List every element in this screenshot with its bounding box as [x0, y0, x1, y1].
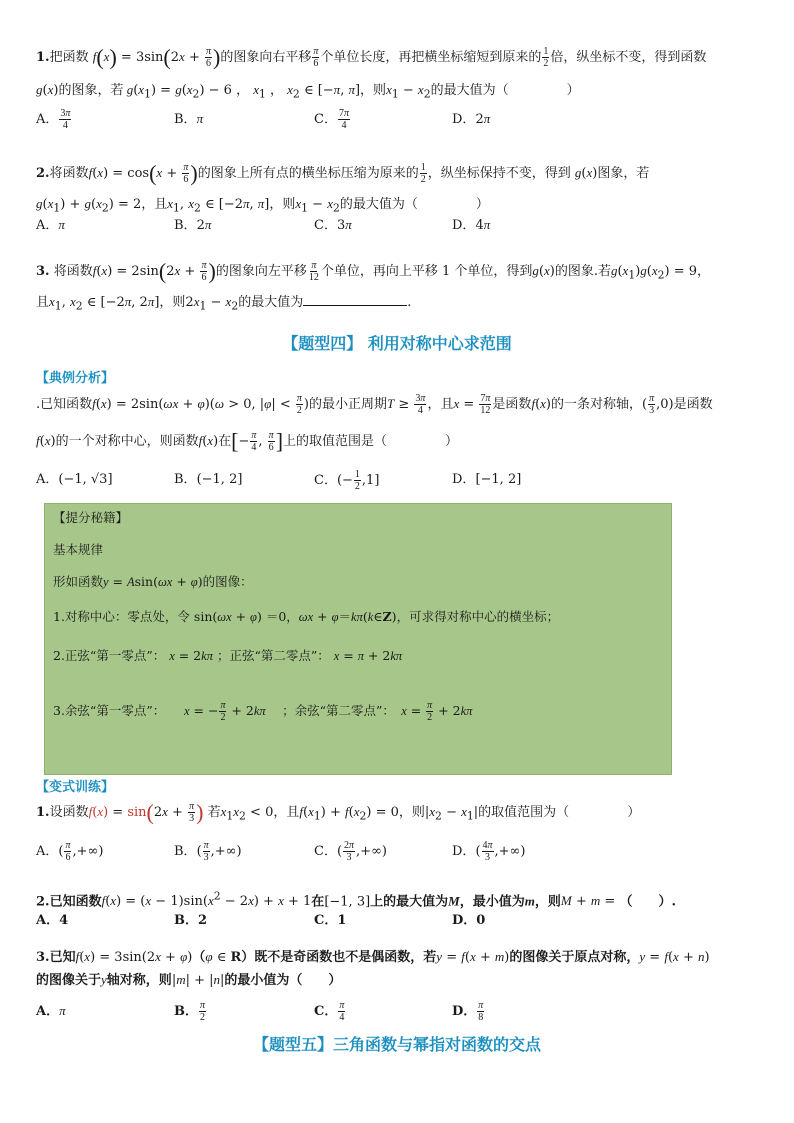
q1-option-label: A． [36, 112, 59, 127]
q2-line2: $g(x_1) + g(x_2) = 2$，且$x_1$, $x_2$ ∈ [−2π, π]，则$x_1 - x_2$的最大值为（ ） [36, 196, 489, 215]
example-text: ，且 [427, 397, 454, 412]
q1-text: ，则 [360, 83, 387, 98]
section-heading-5: 【题型五】三角函数与幂指对函数的交点 [252, 1035, 541, 1054]
q1-text: 的最大值为（ [430, 83, 509, 98]
example-label: 【典例分析】 [36, 371, 115, 386]
practice1-text: 若 [203, 805, 221, 820]
practice2-text: 已知函数 [49, 894, 102, 910]
practice1-text: 的取值范围为（ [478, 805, 570, 820]
q1-option-label: D． [452, 112, 476, 127]
practice2-line1: 2.已知函数$f(x) = (x - 1)\sin(x^2 - 2x) + x + 1$在[−1, 3]上的最大值为M，最小值为m，则M + m = （ ）. [36, 890, 676, 910]
practice3-option-label: D． [452, 1004, 477, 1019]
practice2-text: 在 [311, 894, 325, 910]
q2-option-b[interactable]: B．2π [174, 217, 212, 233]
tips-text: 形如函数 [53, 574, 104, 589]
tips-box [44, 503, 672, 775]
q1-text: 把函数 [49, 50, 93, 65]
q2-option-d[interactable]: D．4π [452, 217, 491, 233]
practice2-option-b[interactable] [174, 910, 207, 932]
tips-text: ；余弦“第二零点”： [282, 703, 389, 718]
q1-text: 的图象向右平移 [220, 50, 312, 65]
q2-option-label: A． [36, 218, 59, 233]
practice1-option-label: B． [174, 844, 197, 859]
example-option-d[interactable]: D．[−1, 2] [452, 472, 522, 487]
q2-option-c[interactable]: C．3π [314, 217, 352, 233]
example-option-label: A． [36, 472, 59, 487]
q1-line1: 1.把函数 f(x) = 3sin(2x + $\frac{\pi}{6}$ )的图象向右平移 $\frac{\pi}{6}$ 个单位长度，再把横坐标缩短到原来的 $\frac{1}{2}$ 倍，纵坐标不变，得到函数 [36, 44, 707, 70]
example-text: 是函数 [492, 397, 532, 412]
practice3-text: 的最小值为（ ） [224, 973, 342, 988]
q2-option-label: D． [452, 218, 476, 233]
q3-number: 3. [36, 264, 50, 279]
tips-line-center: 1.对称中心：零点处，令 sin(ωx + φ) ＝0，ωx + φ＝kπ(k∈Z)，可求得对称中心的横坐标； [53, 609, 560, 624]
practice2-option-value: 0 [476, 913, 486, 928]
q1-text: ） [566, 83, 580, 98]
q2-text: ，则 [269, 197, 296, 212]
practice2-option-a[interactable] [36, 910, 68, 932]
practice1-option-b[interactable]: B．( $\frac{\pi}{3}$ ,+∞) [174, 840, 242, 863]
practice3-options [36, 1000, 756, 1022]
q1-option-label: C． [314, 112, 337, 127]
q1-option-d[interactable]: D．2π [452, 111, 491, 127]
q1-text: 个单位长度，再把横坐标缩短到原来的 [320, 50, 542, 65]
practice2-text: ，最小值为 [459, 894, 525, 910]
answer-blank[interactable] [303, 293, 407, 306]
practice-label: 【变式训练】 [36, 780, 115, 795]
q2-text: ） [475, 197, 489, 212]
q2-option-label: B． [174, 218, 197, 233]
tips-text: ，可求得对称中心的横坐标； [396, 609, 560, 624]
practice2-option-label: D． [452, 913, 477, 928]
q2-text: 图象，若 [597, 166, 650, 181]
practice1-text: ，则 [398, 805, 425, 820]
practice3-text: 的图像关于 [36, 973, 102, 988]
q2-text: 的最大值为（ [339, 197, 418, 212]
tips-text: 2.正弦“第一零点”： [53, 648, 166, 663]
example-text: 在 [218, 434, 232, 449]
q1-option-a[interactable]: A． $\frac{3\pi}{4}$ [36, 108, 71, 131]
practice2-option-c[interactable] [314, 910, 346, 932]
practice2-option-label: A． [36, 913, 60, 928]
q3-text: ，则 [159, 295, 186, 310]
example-option-b[interactable]: B．(−1, 2] [174, 472, 243, 487]
q2-number: 2. [36, 166, 50, 181]
practice1-options [36, 840, 756, 862]
practice3-text: 已知 [49, 950, 76, 965]
example-text: ） [445, 434, 459, 449]
q1-number: 1. [36, 50, 50, 65]
q2-text: 将函数 [49, 166, 89, 181]
example-options [36, 469, 756, 491]
q1-text: 的图象，若 [58, 83, 124, 98]
q3-line2: 且$x_1$, $x_2$ ∈ [−2π, 2π]，则$2x_1 - x_2$的最大值为 . [36, 294, 412, 313]
practice3-text: 轴对称，则 [106, 973, 172, 988]
tips-text: 1.对称中心：零点处，令 sin( [53, 609, 218, 624]
example-text: 的最小正周期 [309, 397, 388, 412]
practice3-option-b[interactable]: B． $\frac{\pi}{2}$ [174, 1000, 206, 1023]
tips-line-cosine: 3.余弦“第一零点”： x = − $\frac{\pi}{2}$ + 2kπ ；余弦“第二零点”： x = $\frac{\pi}{2}$ + 2kπ [53, 700, 473, 723]
practice1-text: ） [627, 805, 641, 820]
q3-text: 的图象向左平移 [215, 264, 307, 279]
practice1-option-a[interactable]: A．( $\frac{\pi}{6}$ ,+∞) [36, 840, 104, 863]
practice3-line1: 3.已知f(x) = 3sin(2x + φ)（φ ∈ R）既不是奇函数也不是偶函数，若y = f(x + m)的图像关于原点对称，y = f(x + n) [36, 949, 710, 965]
practice3-option-label: A． [36, 1004, 60, 1019]
practice1-option-c[interactable]: C．( $\frac{2\pi}{3}$ ,+∞) [314, 840, 387, 863]
tips-text: 的图像： [202, 574, 253, 589]
practice1-text: 设函数 [49, 805, 89, 820]
example-text: 上的取值范围是（ [283, 434, 388, 449]
practice1-option-label: D． [452, 844, 476, 859]
practice3-option-label: C． [314, 1004, 338, 1019]
q3-text: . [407, 295, 412, 310]
tips-line-sine: 2.正弦“第一零点”： x = 2kπ ；正弦“第二零点”： x = π + 2kπ [53, 648, 403, 663]
section-heading-4: 【题型四】 利用对称中心求范围 [282, 334, 512, 353]
practice3-text: （ [192, 950, 206, 965]
practice2-option-value: 1 [337, 913, 347, 928]
example-option-c[interactable]: C．(− $\frac{1}{2}$ ,1] [314, 469, 380, 492]
practice1-option-label: A． [36, 844, 59, 859]
practice3-line2: 的图像关于y轴对称，则|m| + |n|的最小值为（ ） [36, 972, 342, 988]
q3-text: 的最大值为 [238, 295, 304, 310]
q3-text: 且 [36, 295, 50, 310]
example-option-label: C． [314, 473, 337, 488]
q1-option-b[interactable]: B．π [174, 111, 204, 127]
practice1-text: ，且 [273, 805, 300, 820]
example-text: 的一条对称轴， [551, 397, 643, 412]
practice2-option-label: C． [314, 913, 338, 928]
practice2-number: 2. [36, 894, 50, 910]
practice3-option-a[interactable]: A．π [36, 1003, 66, 1019]
practice2-option-label: B． [174, 913, 198, 928]
q2-option-a[interactable]: A．π [36, 217, 65, 233]
practice2-option-d[interactable] [452, 910, 485, 932]
q3-line1: 3. 将函数f(x) = 2sin(2x + $\frac{\pi}{6}$ )的图象向左平移 $\frac{\pi}{12}$ 个单位，再向上平移 1 个单位，得到g(x)的图象.若$g(x_1)g(x_2) = 9$， [36, 258, 711, 284]
tips-line-form: 形如函数y = Asin(ωx + φ)的图像： [53, 574, 253, 589]
practice3-option-label: B． [174, 1004, 198, 1019]
practice3-text: ）既不是奇函数也不是偶函数，若 [241, 950, 437, 965]
q3-text: 将函数 [49, 264, 93, 279]
practice2-options [36, 910, 756, 932]
q1-options [36, 108, 756, 130]
example-option-label: D． [452, 472, 476, 487]
q2-text: ，纵坐标保持不变，得到 [427, 166, 571, 181]
example-line1: .已知函数f(x) = 2sin(ωx + φ)(ω > 0, |φ| < $\frac{\pi}{2}$ )的最小正周期T ≥ $\frac{3\pi}{4}$ ，且x = $\frac{7\pi}{12}$ 是函数f(x)的一条对称轴，( $\frac{\pi}{3}$ ,0)是函数 [36, 393, 713, 416]
tips-title: 【提分秘籍】 [53, 510, 129, 525]
practice3-option-d[interactable]: D． $\frac{\pi}{8}$ [452, 1000, 484, 1023]
q2-text: ，且 [141, 197, 168, 212]
q2-line1: 2.将函数f(x) = cos(x + $\frac{\pi}{6}$ )的图象上所有点的横坐标压缩为原来的 $\frac{1}{2}$ ，纵坐标保持不变，得到 g(x)图象，若 [36, 160, 650, 186]
q1-line2: g(x)的图象，若 $g(x_1) = g(x_2) - 6$ ， $x_1$ ， $x_2$ ∈ [−π, π]，则$x_1 - x_2$的最大值为（ ） [36, 82, 580, 101]
practice1-line1: 1.设函数f(x) = sin(2x + $\frac{\pi}{3}$ ) 若$x_1x_2 < 0$，且$f(x_1) + f(x_2) = 0$，则$|x_2 - x_1|$的取值范围为（ ） [36, 799, 641, 825]
practice1-number: 1. [36, 805, 50, 820]
tips-basic-rule: 基本规律 [53, 542, 104, 557]
practice3-option-c[interactable]: C． $\frac{\pi}{4}$ [314, 1000, 345, 1023]
practice2-text: （ ）. [619, 894, 676, 910]
practice1-option-d[interactable]: D．( $\frac{4\pi}{3}$ ,+∞) [452, 840, 526, 863]
tips-text: 3.余弦“第一零点”： [53, 703, 159, 718]
q2-options [36, 214, 756, 236]
example-line2: f(x)的一个对称中心，则函数f(x)在[− $\frac{\pi}{4}$ , $\frac{\pi}{6}$ ]上的取值范围是（ ） [36, 428, 459, 454]
q1-option-label: B． [174, 112, 197, 127]
tips-text: ；正弦“第二零点”： [216, 648, 330, 663]
example-text: .已知函数 [36, 397, 93, 412]
q2-text: 的图象上所有点的横坐标压缩为原来的 [197, 166, 419, 181]
practice2-option-value: 4 [59, 913, 69, 928]
q1-text: 倍，纵坐标不变，得到函数 [550, 50, 707, 65]
example-text: 的一个对称中心，则函数 [55, 434, 199, 449]
q1-option-c[interactable]: C． $\frac{7\pi}{4}$ [314, 108, 349, 131]
practice3-number: 3. [36, 950, 50, 965]
example-text: 是函数 [673, 397, 713, 412]
q2-option-label: C． [314, 218, 337, 233]
q3-text: 个单位，再向上平移 1 个单位，得到 [320, 264, 533, 279]
example-option-a[interactable]: A．(−1, √3] [36, 472, 113, 487]
q3-text: 的图象.若 [554, 264, 611, 279]
practice2-option-value: 2 [198, 913, 208, 928]
practice2-text: ，则 [534, 894, 561, 910]
practice1-option-label: C． [314, 844, 337, 859]
practice3-text: 的图像关于原点对称， [509, 950, 640, 965]
example-option-label: B． [174, 472, 197, 487]
practice2-text: 上的最大值为 [370, 894, 449, 910]
